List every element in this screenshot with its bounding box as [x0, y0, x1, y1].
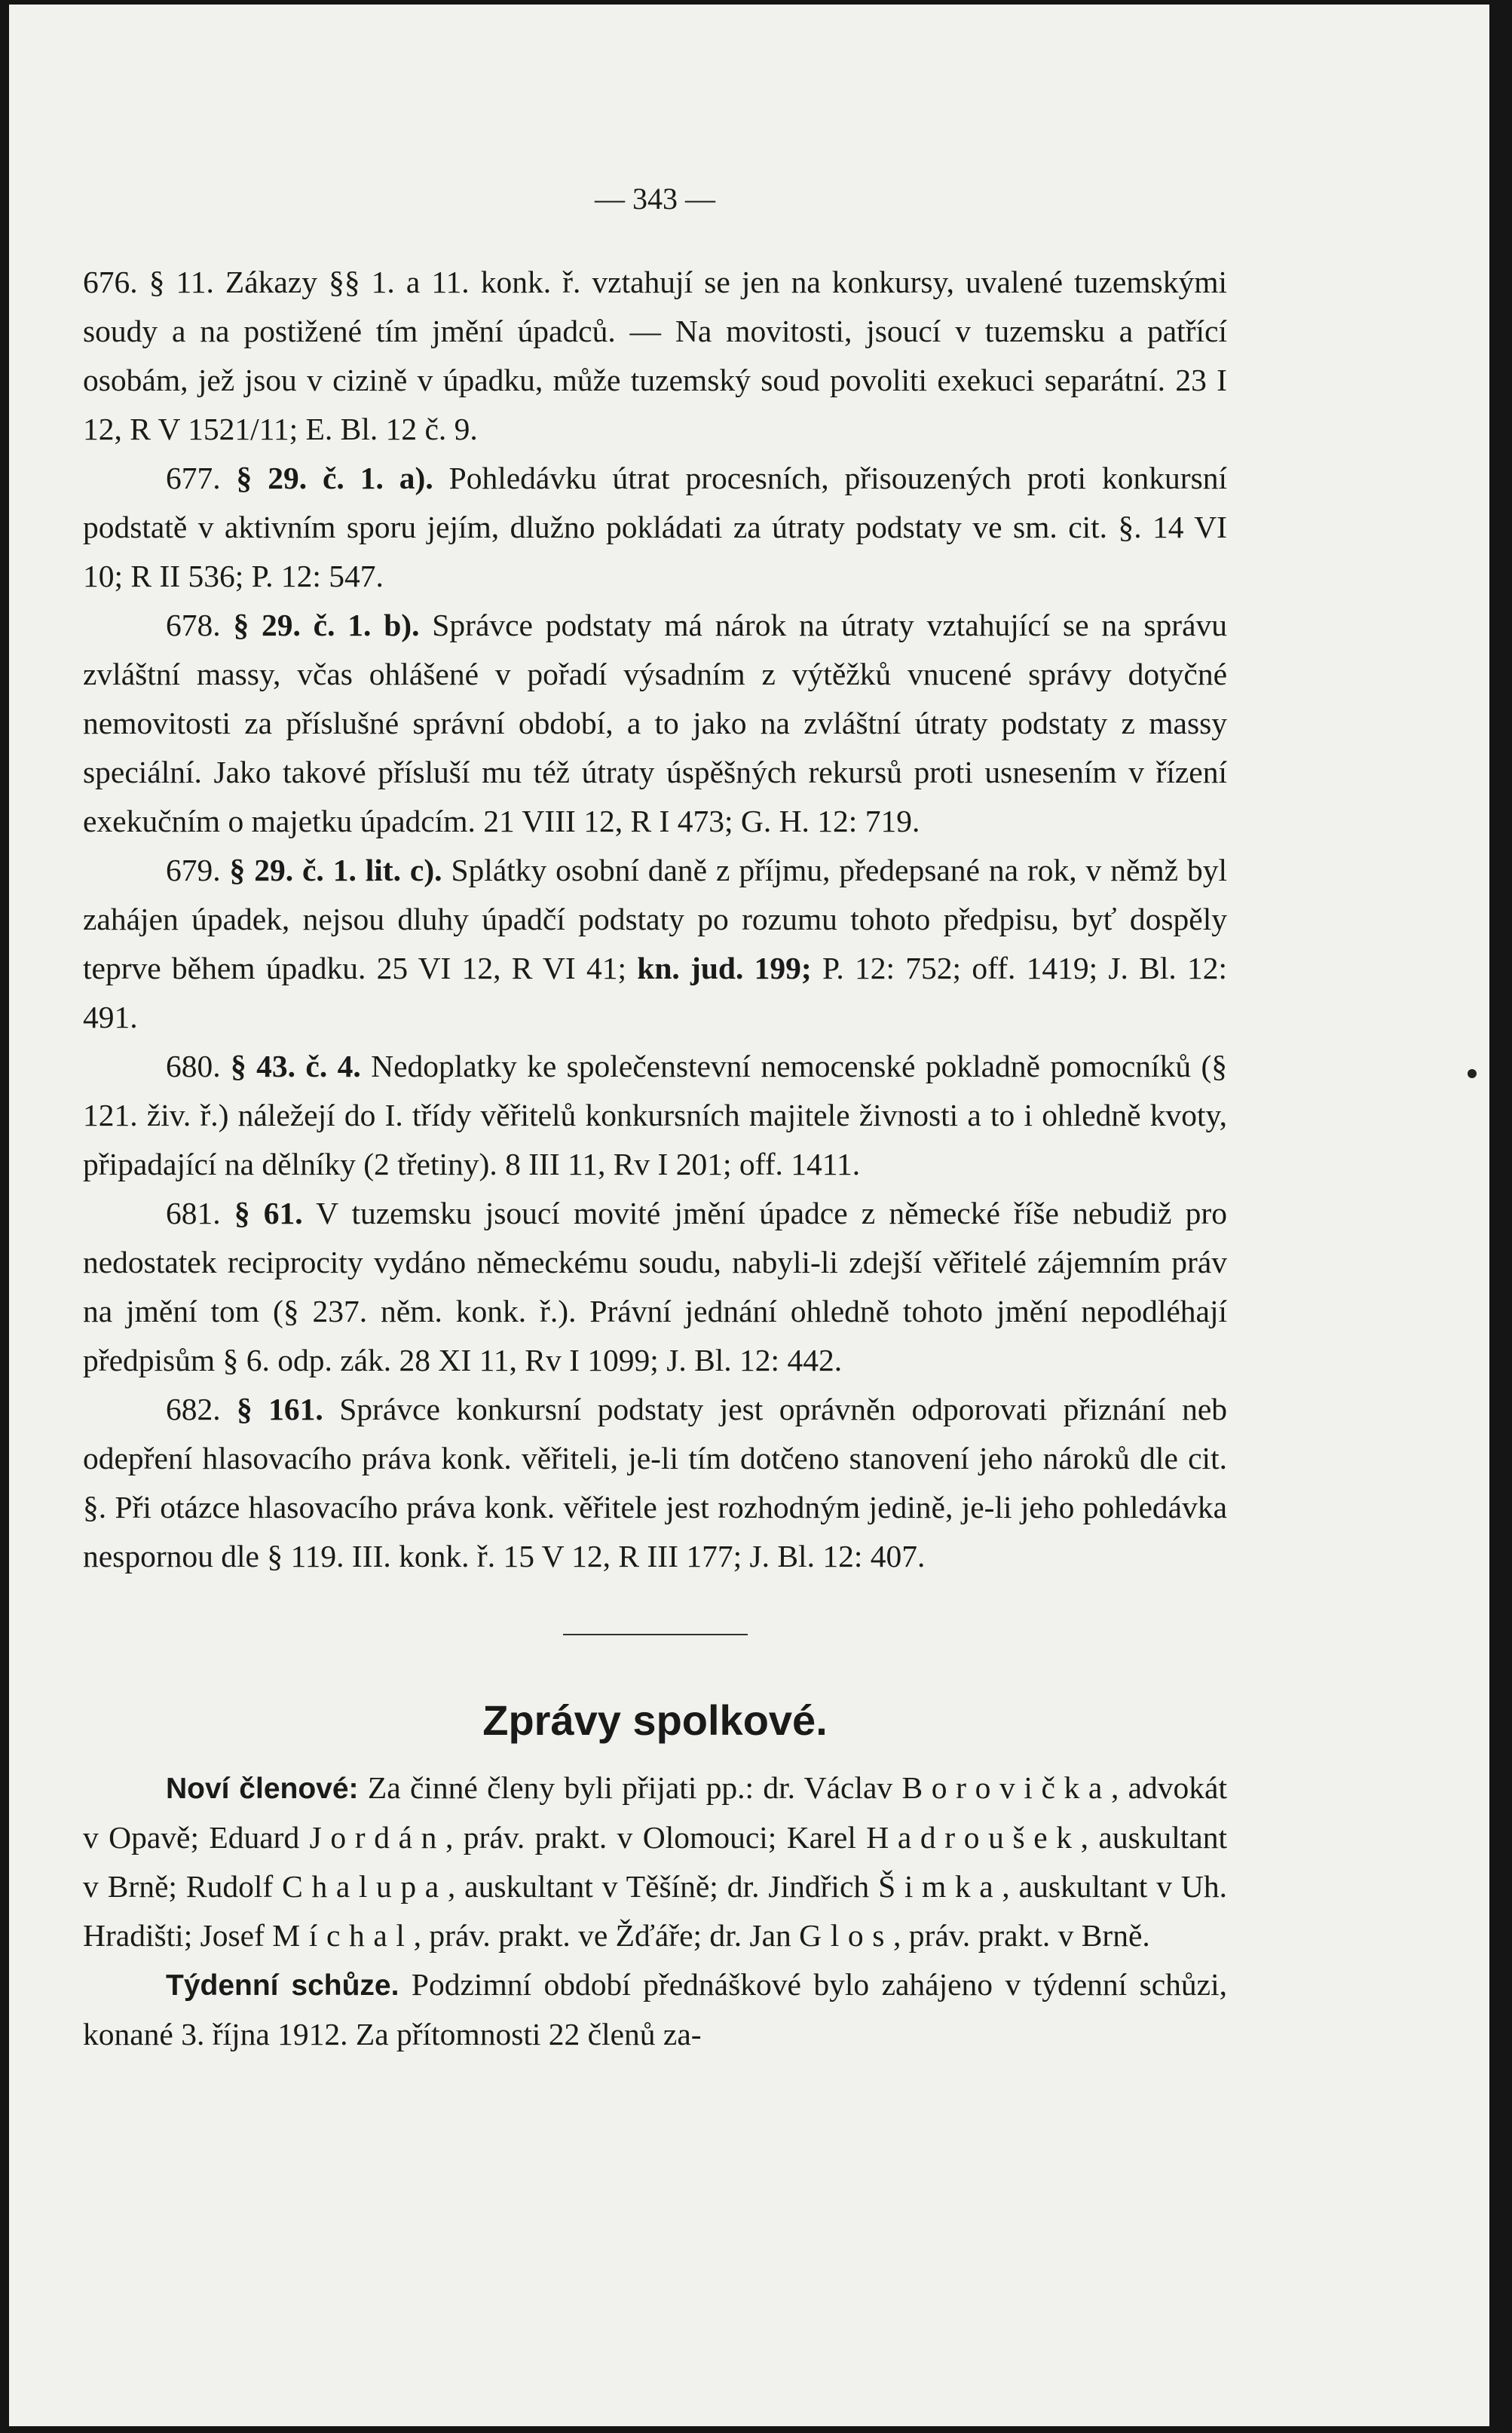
- member-name: Borovička: [901, 1770, 1111, 1805]
- page-number: — 343 —: [595, 182, 715, 216]
- page-text: [83, 176, 1227, 2059]
- members-text: , auskultant v Těšíně; dr. Jindřich: [447, 1869, 870, 1904]
- scan-dot-mark: [1468, 1069, 1477, 1078]
- entry-number: 681.: [166, 1196, 221, 1230]
- entry-676: 676. § 11. Zákazy §§ 1. a 11. konk. ř. vztahují se jen na konkursy, uvalené tuzemskými soudy a na postižené tím jmění úpadců. — Na movitosti, jsoucí v tuzemsku a patřící osobám, jež jsou v cizině v úpadku, může tuzemský soud povoliti exekuci separátní. 23 I 12, R V 1521/11; E. Bl. 12 č. 9.: [83, 265, 1227, 446]
- new-members-lead: Noví členové:: [166, 1773, 359, 1805]
- member-name: Šimka: [878, 1869, 1002, 1904]
- entry-reference: § 43. č. 4.: [231, 1049, 361, 1083]
- entry-number: 678.: [166, 608, 221, 642]
- entry-text: Správce konkursní podstaty jest oprávněn odporovati přiznání neb odepření hlasovacího práva konk. věřiteli, je-li tím dotčeno stanovení jeho nároků dle cit. §. Při otázce hlasovacího práva konk. věřitele jest rozhodným jedině, je-li jeho pohledávka nespornou dle § 119. III. konk. ř. 15 V 12, R III 177; J. Bl. 12: 407.: [83, 1392, 1228, 1573]
- members-text: , práv. prakt. v Olomouci; Karel: [445, 1820, 856, 1855]
- weekly-meeting-paragraph: [83, 1960, 1227, 2059]
- member-name: Glos: [799, 1918, 894, 1953]
- entry-reference: § 29. č. 1. lit. c).: [229, 853, 442, 887]
- weekly-meeting-text: Podzimní období přednáškové bylo zahájeno v týdenní schůzi, konané 3. října 1912. Za přítomnosti 22 členů za-: [83, 1967, 1227, 2052]
- entry-text: Splátky osobní daně z příjmu, předepsané na rok, v němž byl zahájen úpadek, nejsou dluhy úpadčí podstaty po rozumu tohoto předpisu, byť dospěly teprve během úpadku. 25 VI 12, R VI 41;: [83, 853, 1228, 985]
- entry-text-end: P. 12: 752; off. 1419; J. Bl. 12: 491.: [83, 951, 1227, 1034]
- entry-text: Pohledávku útrat procesních, přisouzených proti konkursní podstatě v aktivním sporu jejím, dlužno pokládati za útraty podstaty ve sm. cit. §. 14 VI 10; R II 536; P. 12: 547.: [83, 461, 1228, 593]
- entry-text: Nedoplatky ke společenstevní nemocenské pokladně pomocníků (§ 121. živ. ř.) náležejí do I. třídy věřitelů konkursních majitele živnosti a to i ohledně kvoty, připadající na dělníky (2 třetiny). 8 III 11, Rv I 201; off. 1411.: [83, 1049, 1228, 1181]
- weekly-meeting-lead: Týdenní schůze.: [166, 1969, 399, 2002]
- entry-text: Správce podstaty má nárok na útraty vztahující se na správu zvláštní massy, včas ohlášené v pořadí výsadním z výtěžků vnucené správy dotyčné nemovitosti za příslušné správní období, a to jako na zvláštní útraty podstaty z massy speciální. Jako takové přísluší mu též útraty úspěšných rekursů proti usnesením v řízení exekučním o majetku úpadcím. 21 VIII 12, R I 473; G. H. 12: 719.: [83, 608, 1227, 838]
- members-text: , auskultant v Brně; Rudolf: [83, 1820, 1227, 1904]
- entry-bold-citation: kn. jud. 199;: [637, 951, 812, 985]
- entry-680: [83, 1042, 1227, 1189]
- member-name: Chalupa: [282, 1869, 448, 1904]
- entry-number: 677.: [166, 461, 221, 495]
- entry-677: [83, 454, 1227, 601]
- section-title: Zprávy spolkové.: [482, 1696, 828, 1744]
- entry-number: 682.: [166, 1392, 221, 1426]
- section-divider: [563, 1634, 748, 1635]
- entry-reference: § 161.: [237, 1392, 323, 1426]
- entry-reference: § 29. č. 1. b).: [233, 608, 420, 642]
- entry-reference: § 29. č. 1. a).: [236, 461, 433, 495]
- members-text: , práv. prakt. ve Žďáře; dr. Jan: [413, 1918, 791, 1953]
- member-name: Jordán: [309, 1820, 446, 1855]
- members-text: , auskultant v Uh. Hradišti; Josef: [83, 1869, 1228, 1953]
- document-page: [9, 5, 1489, 2426]
- entry-text: V tuzemsku jsoucí movité jmění úpadce z německé říše nebudiž pro nedostatek reciprocity vydáno německému soudu, nabyli-li zdejší věřitelé zájemním práv na jmění tom (§ 237. něm. konk. ř.). Právní jednání ohledně tohoto jmění nepodléhají předpisům § 6. odp. zák. 28 XI 11, Rv I 1099; J. Bl. 12: 442.: [83, 1196, 1228, 1377]
- entry-reference: § 61.: [234, 1196, 303, 1230]
- members-text: , advokát v Opavě; Eduard: [83, 1770, 1228, 1855]
- members-text: Za činné členy byli přijati pp.: dr. Václav: [367, 1770, 893, 1805]
- entry-678: [83, 601, 1227, 846]
- member-name: Hadroušek: [866, 1820, 1081, 1855]
- entry-681: [83, 1189, 1227, 1385]
- entry-682: [83, 1385, 1227, 1581]
- entry-679: [83, 846, 1227, 1042]
- entry-number: 679.: [166, 853, 221, 887]
- new-members-paragraph: [83, 1763, 1227, 1960]
- entry-number: 680.: [166, 1049, 221, 1083]
- members-text: , práv. prakt. v Brně.: [893, 1918, 1150, 1953]
- member-name: Míchal: [272, 1918, 414, 1953]
